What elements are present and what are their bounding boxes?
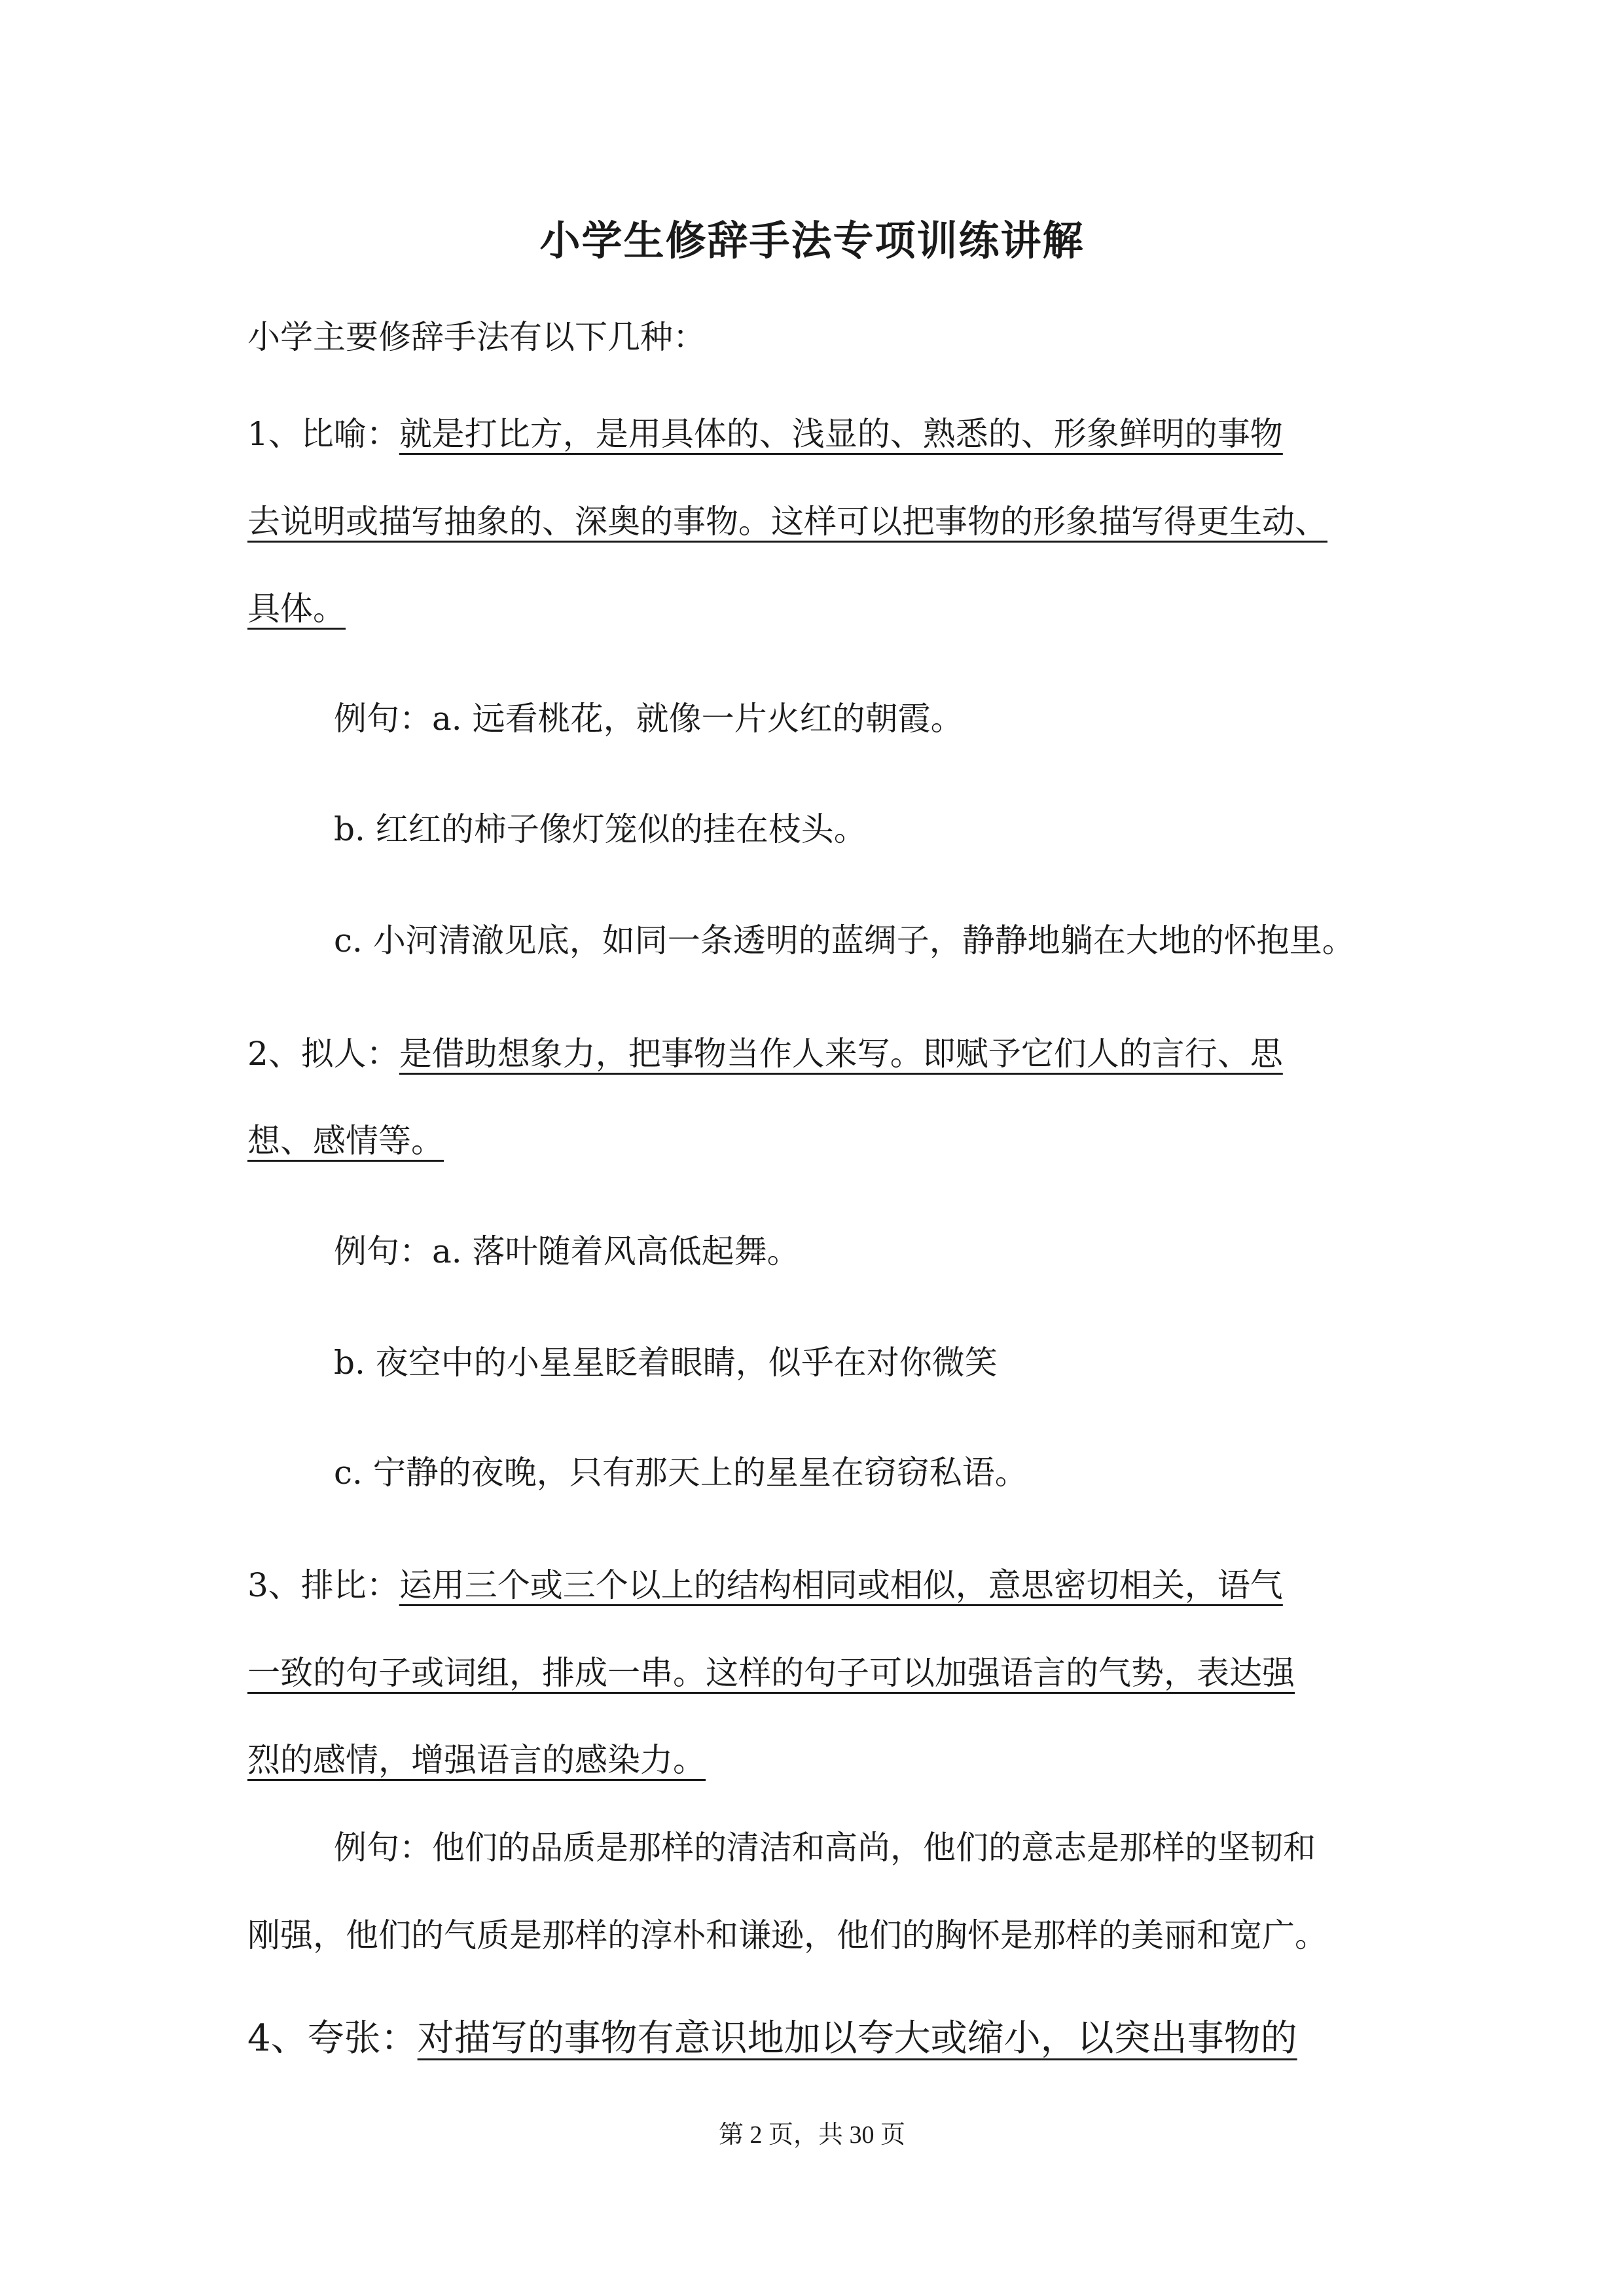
section-parallelism-definition: 烈的感情，增强语言的感染力。	[247, 1741, 706, 1779]
page-number-footer: 第 2 页，共 30 页	[718, 2121, 905, 2149]
simile-example-a: 例句：a. 远看桃花，就像一片火红的朝霞。	[334, 700, 964, 738]
section-parallelism-line-3	[247, 1737, 706, 1783]
section-hyperbole-label: 4、夸张：	[247, 2017, 418, 2060]
section-hyperbole-line-1	[247, 2016, 1297, 2062]
personification-example-a: 例句：a. 落叶随着风高低起舞。	[334, 1232, 800, 1270]
simile-example-c: c. 小河清澈见底，如同一条透明的蓝绸子，静静地躺在大地的怀抱里。	[334, 922, 1355, 960]
section-parallelism-definition: 一致的句子或词组，排成一串。这样的句子可以加强语言的气势，表达强	[247, 1654, 1295, 1692]
parallelism-example-line-2: 刚强，他们的气质是那样的淳朴和谦逊，他们的胸怀是那样的美丽和宽广。	[247, 1916, 1327, 1954]
section-simile-definition: 去说明或描写抽象的、深奥的事物。这样可以把事物的形象描写得更生动、	[247, 503, 1327, 541]
section-simile-line-2	[247, 499, 1327, 545]
section-parallelism-line-1	[247, 1562, 1283, 1608]
section-parallelism-line-2	[247, 1650, 1295, 1696]
section-personification-line-2	[247, 1118, 444, 1164]
section-personification-line-1	[247, 1031, 1283, 1077]
page-title: 小学生修辞手法专项训练讲解	[539, 217, 1085, 264]
parallelism-example-line-1: 例句：他们的品质是那样的清洁和高尚，他们的意志是那样的坚韧和	[334, 1829, 1316, 1867]
section-parallelism-definition: 运用三个或三个以上的结构相同或相似，意思密切相关，语气	[399, 1566, 1283, 1604]
section-simile-line-1	[247, 411, 1283, 457]
section-parallelism-label: 3、排比：	[247, 1566, 399, 1604]
section-hyperbole-definition: 对描写的事物有意识地加以夸大或缩小，以突出事物的	[417, 2017, 1297, 2060]
personification-example-c: c. 宁静的夜晚，只有那天上的星星在窃窃私语。	[334, 1454, 1028, 1492]
section-simile-line-3	[247, 586, 346, 632]
simile-example-b: b. 红红的柿子像灯笼似的挂在枝头。	[334, 810, 867, 848]
section-simile-label: 1、比喻：	[247, 415, 399, 453]
section-personification-definition: 想、感情等。	[247, 1122, 444, 1160]
section-personification-definition: 是借助想象力，把事物当作人来写。即赋予它们人的言行、思	[399, 1035, 1283, 1073]
section-simile-definition: 就是打比方，是用具体的、浅显的、熟悉的、形象鲜明的事物	[399, 415, 1283, 453]
section-personification-label: 2、拟人：	[247, 1035, 399, 1073]
intro-text: 小学主要修辞手法有以下几种：	[247, 318, 706, 356]
personification-example-b: b. 夜空中的小星星眨着眼睛，似乎在对你微笑	[334, 1344, 998, 1382]
section-simile-definition: 具体。	[247, 590, 346, 628]
